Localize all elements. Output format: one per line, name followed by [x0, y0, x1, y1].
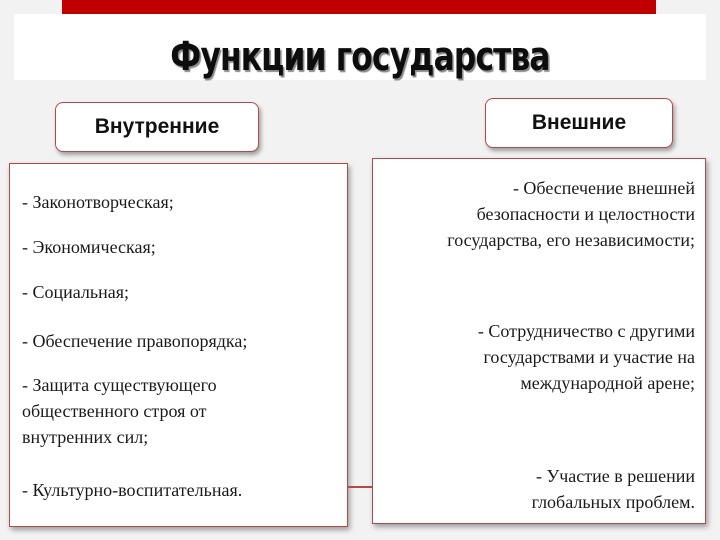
external-functions-header: Внешние	[485, 98, 673, 148]
internal-item-cultural: - Культурно-воспитательная.	[22, 480, 243, 500]
internal-functions-panel	[9, 163, 348, 527]
internal-item-economic: - Экономическая;	[22, 237, 156, 257]
external-functions-panel	[372, 158, 706, 524]
top-accent-bar	[62, 0, 656, 14]
external-item-cooperation: - Сотрудничество с другими государствами и участие на международной арене;	[477, 321, 695, 393]
internal-item-social: - Социальная;	[22, 282, 130, 302]
external-item-global-problems: - Участие в решении глобальных проблем.	[531, 466, 695, 512]
title-band	[14, 14, 706, 80]
external-item-security: - Обеспечение внешней безопасности и целостности государства, его независимости;	[447, 178, 695, 250]
internal-item-law-order: - Обеспечение правопорядка;	[22, 331, 248, 351]
internal-item-lawmaking: - Законотворческая;	[22, 192, 174, 212]
internal-functions-header: Внутренние	[55, 102, 259, 152]
panel-connector-line	[347, 486, 372, 488]
slide-title: Функции государства	[170, 34, 550, 80]
internal-item-protection: - Защита существующего общественного строя от внутренних сил;	[22, 375, 217, 447]
